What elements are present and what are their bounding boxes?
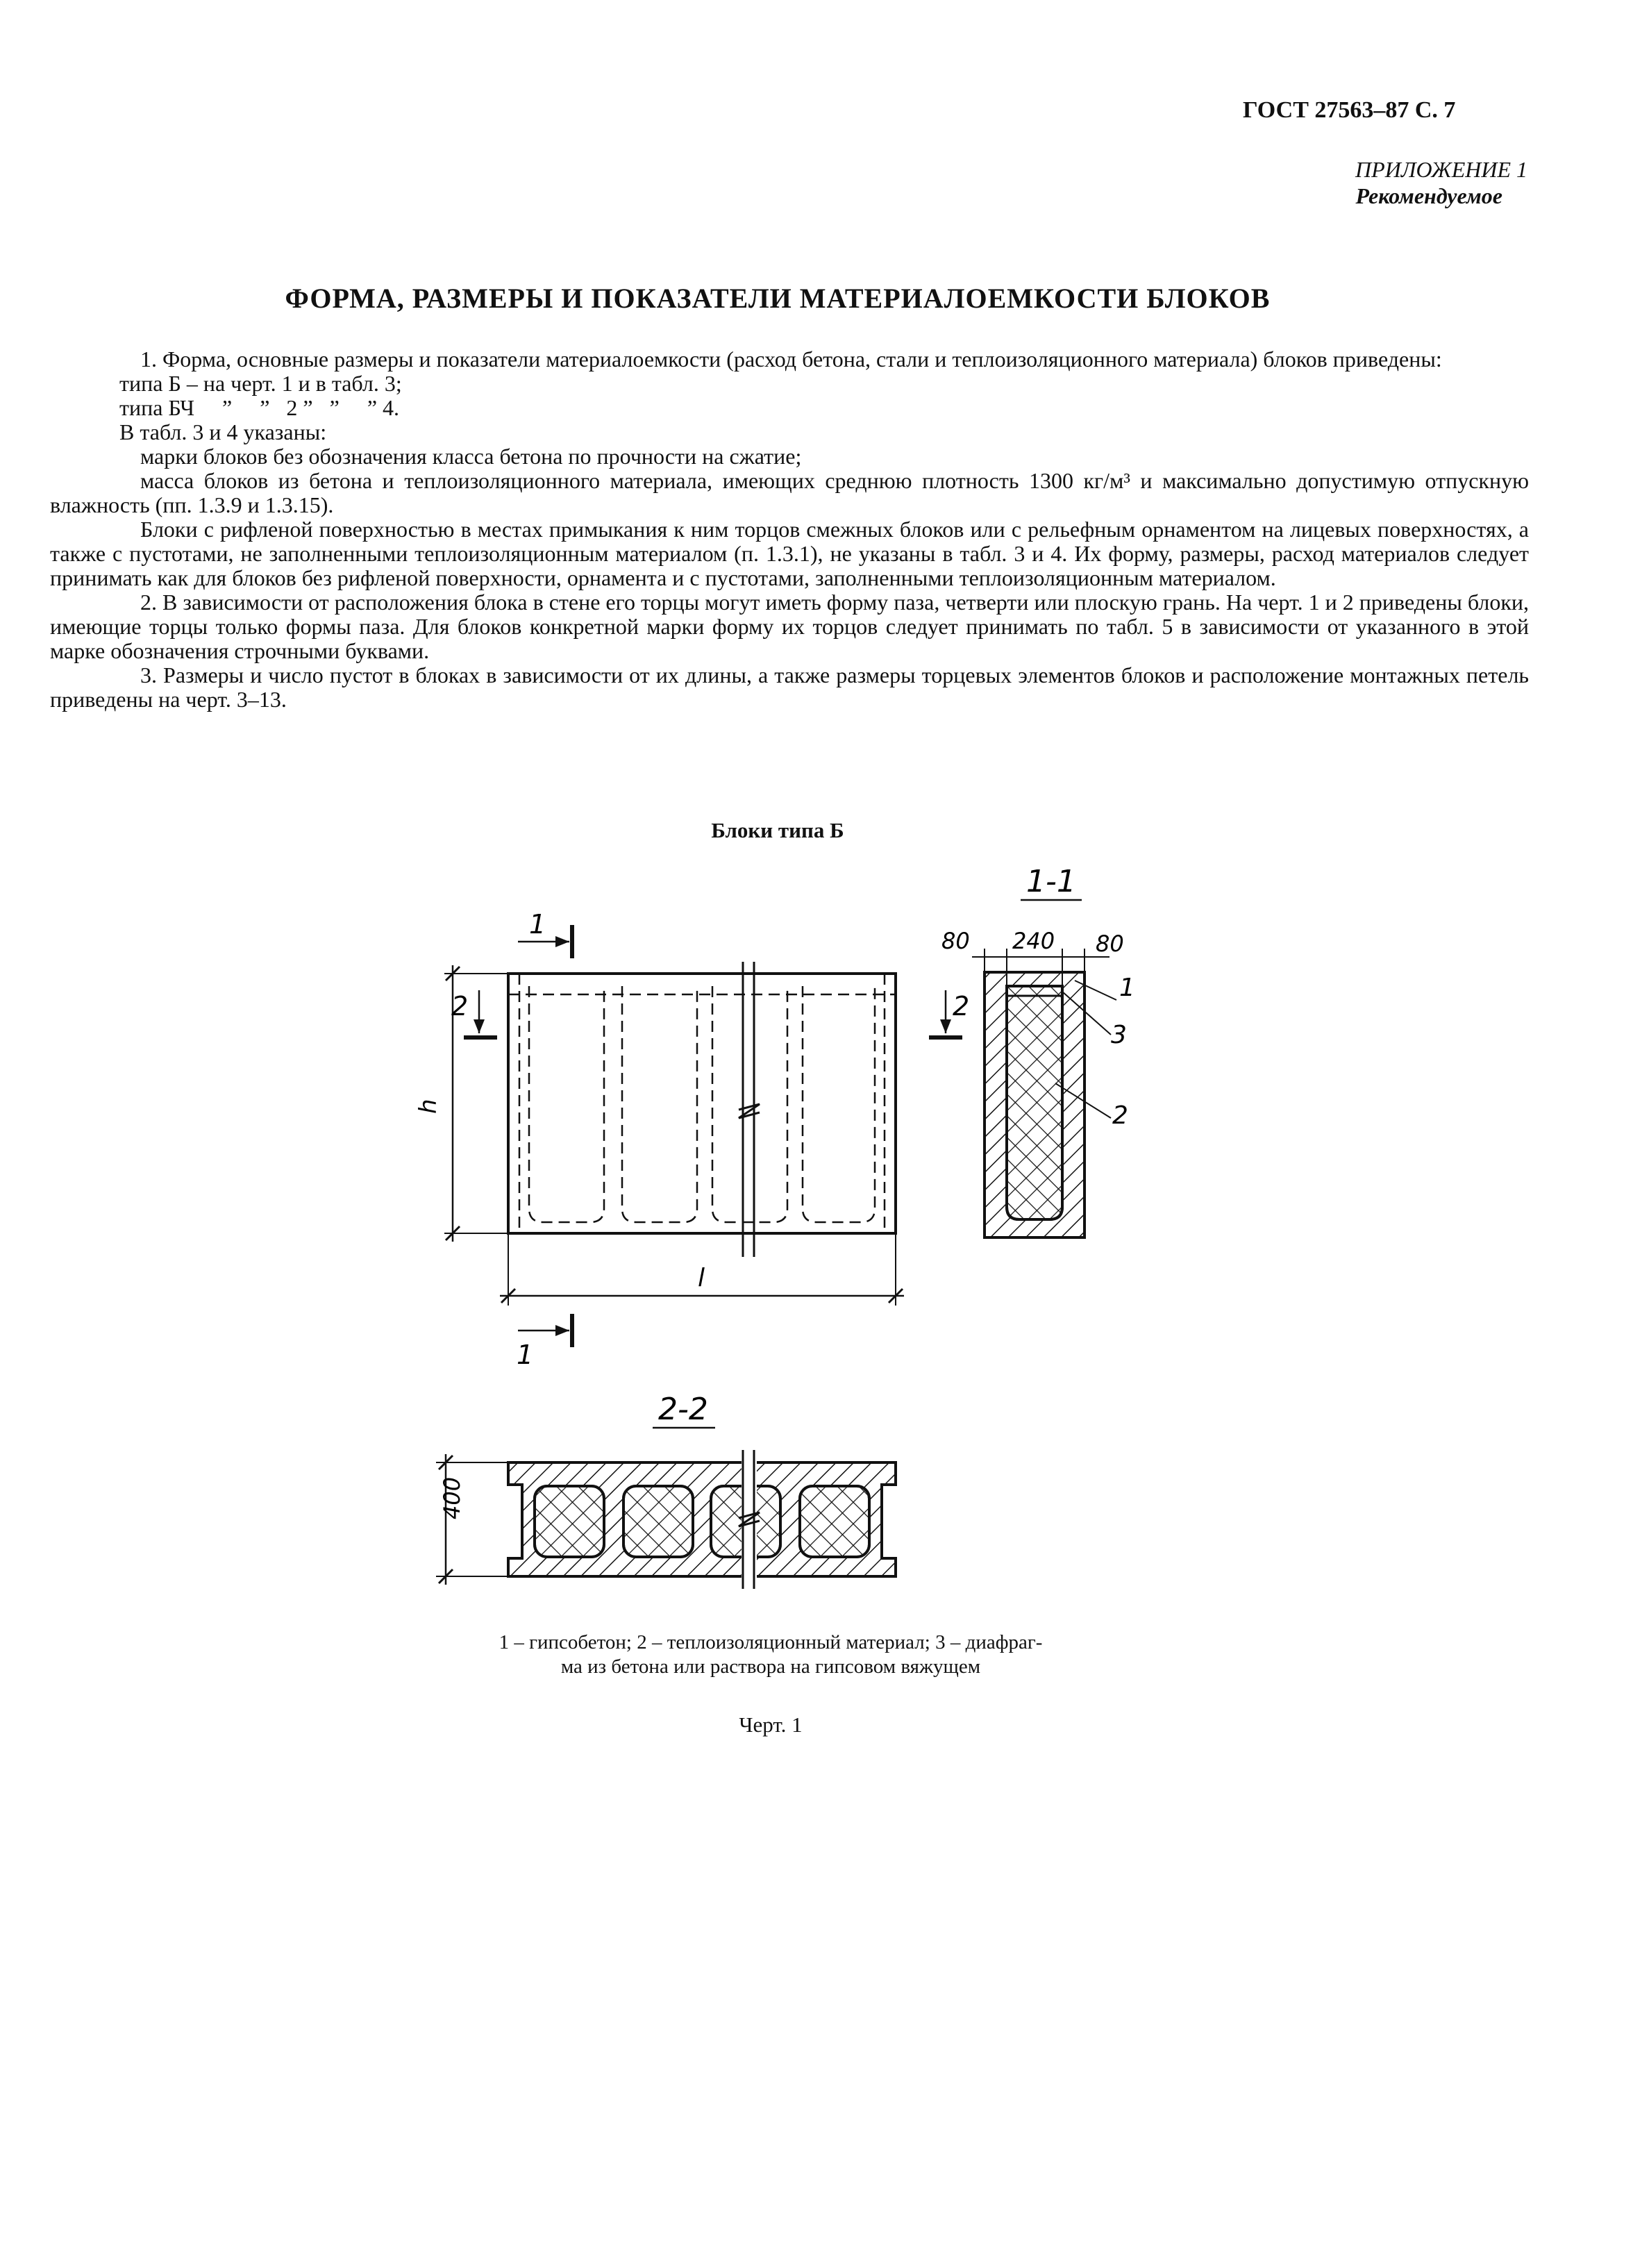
page-title: ФОРМА, РАЗМЕРЫ И ПОКАЗАТЕЛИ МАТЕРИАЛОЕМКОСТИ БЛОКОВ xyxy=(285,283,1271,314)
section-2-right-mark: 2 xyxy=(953,991,970,1022)
dim-80-right: 80 xyxy=(1096,931,1124,957)
front-elevation xyxy=(414,909,969,1370)
paragraph-3: 3. Размеры и число пустот в блоках в зависимости от их длины, а также размеры торцевых элементов блоков и расположение монтажных петель приведены на черт. 3–13. xyxy=(50,662,1529,712)
section-2-left-mark: 2 xyxy=(451,991,469,1022)
figure-caption xyxy=(389,1631,1153,1679)
leader-3-mark: 3 xyxy=(1111,1021,1127,1049)
paragraph-1c: В табл. 3 и 4 указаны: xyxy=(119,419,327,444)
figure-label: Черт. 1 xyxy=(739,1712,803,1737)
dim-l-label: l xyxy=(698,1264,705,1292)
appendix-note: Рекомендуемое xyxy=(1355,183,1502,208)
dim-h-label: h xyxy=(414,1099,442,1114)
appendix-label: ПРИЛОЖЕНИЕ 1 xyxy=(1355,157,1527,182)
page-reference: ГОСТ 27563–87 С. 7 xyxy=(1243,97,1456,123)
caption-line-1: 1 – гипсобетон; 2 – теплоизоляционный материал; 3 – диафраг- xyxy=(499,1631,1043,1653)
leader-1-mark: 1 xyxy=(1119,974,1135,1002)
paragraph-1a: типа Б – на черт. 1 и в табл. 3; xyxy=(119,371,402,396)
paragraph-2: 2. В зависимости от расположения блока в стене его торцы могут иметь форму паза, четверти или плоскую грань. На черт. 1 и 2 приведены блоки, имеющие торцы только формы паза. Для блоков конкретной марки форму их торцов следует принимать по табл. 5 в зависимости от указанного в этой марке обозначения строчными буквами. xyxy=(50,590,1529,663)
section-2-2-title: 2-2 xyxy=(658,1392,708,1427)
paragraph-1: 1. Форма, основные размеры и показатели материалоемкости (расход бетона, стали и теплоизоляционного материала) блоков приведены: xyxy=(140,347,1442,372)
dim-400: 400 xyxy=(439,1476,465,1519)
block-drawing xyxy=(0,833,1633,1632)
dim-240: 240 xyxy=(1012,928,1055,954)
paragraph-1f: Блоки с рифленой поверхностью в местах примыкания к ним торцов смежных блоков или с рельефным орнаментом на лицевых поверхностях, а также с пустотами, не заполненными теплоизоляционным материалом (п. 1.3.1), не указаны в табл. 3 и 4. Их форму, размеры, расход материалов следует принимать как для блоков без рифленой поверхности, орнамента и с пустотами, заполненными теплоизоляционным материалом. xyxy=(50,517,1529,590)
section-1-1 xyxy=(941,864,1135,1237)
body-text xyxy=(50,347,1529,712)
figure-heading: Блоки типа Б xyxy=(711,818,844,842)
paragraph-1e: масса блоков из бетона и теплоизоляционного материала, имеющих среднюю плотность 1300 кг/м³ и максимально допустимую отпускную влажность (пп. 1.3.9 и 1.3.15). xyxy=(50,468,1529,517)
section-1-bottom-mark: 1 xyxy=(517,1340,534,1370)
caption-line-2: ма из бетона или раствора на гипсовом вяжущем xyxy=(560,1656,981,1678)
section-2-2 xyxy=(436,1392,896,1589)
dim-80-left: 80 xyxy=(941,928,970,954)
paragraph-1b: типа БЧ ” ” 2 ” ” ” 4. xyxy=(119,395,400,420)
section-1-1-title: 1-1 xyxy=(1026,864,1076,899)
paragraph-1d: марки блоков без обозначения класса бетона по прочности на сжатие; xyxy=(140,444,802,469)
section-1-top-mark: 1 xyxy=(529,909,546,940)
leader-2-mark: 2 xyxy=(1112,1101,1128,1130)
